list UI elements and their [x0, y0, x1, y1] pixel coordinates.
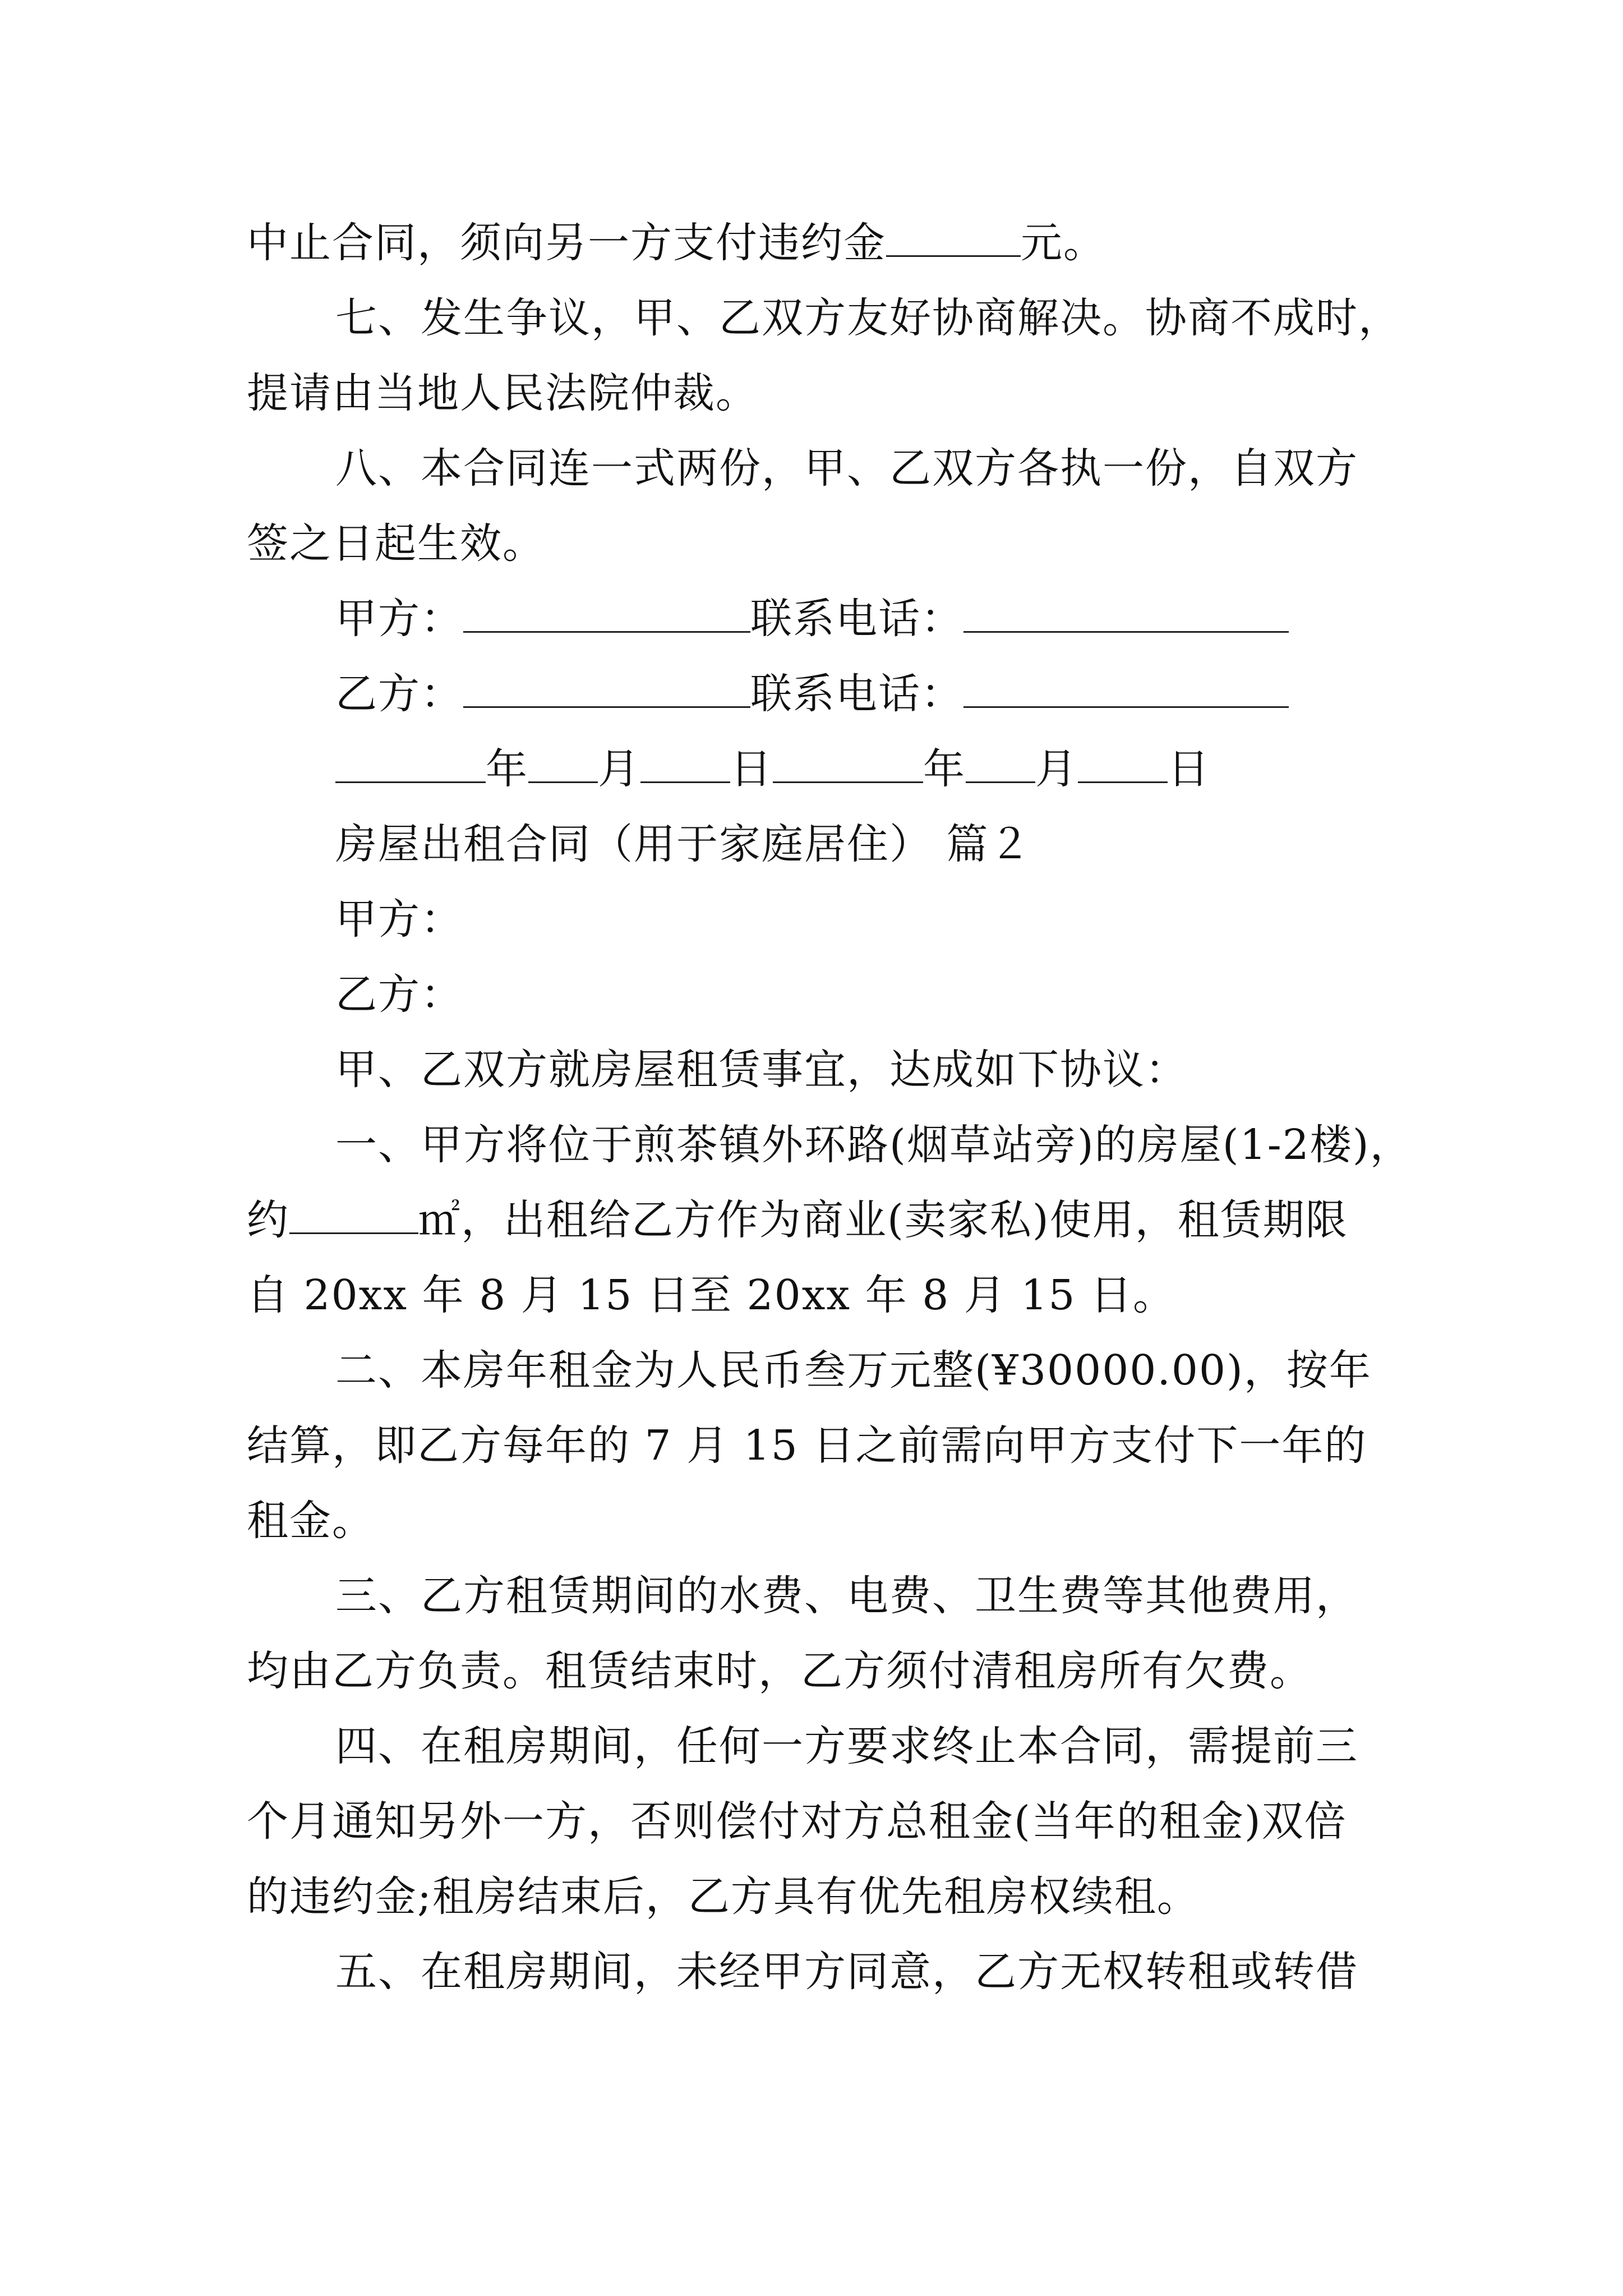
fill-blank — [963, 595, 1289, 633]
fill-blank — [640, 746, 730, 783]
fill-blank — [335, 746, 486, 783]
line-text: 联系电话： — [750, 670, 963, 718]
line-text: 甲方： — [335, 595, 463, 643]
text-line: 结算，即乙方每年的 7 月 15 日之前需向甲方支付下一年的 — [247, 1421, 1367, 1470]
text-line: 自 20xx 年 8 月 15 日至 20xx 年 8 月 15 日。 — [247, 1271, 1176, 1319]
text-line: 签之日起生效。 — [247, 519, 545, 568]
text-line: 四、在租房期间，任何一方要求终止本合同，需提前三 — [335, 1722, 1358, 1770]
text-line: 二、本房年租金为人民币叁万元整(¥30000.00)，按年 — [335, 1346, 1372, 1395]
signature-line — [335, 663, 1289, 725]
line-text: 月 — [1035, 745, 1078, 793]
fill-blank — [1078, 746, 1168, 783]
text-line: 租金。 — [247, 1497, 375, 1545]
text-line — [247, 212, 1106, 274]
fill-blank — [966, 746, 1035, 783]
fill-blank — [963, 670, 1289, 708]
fill-blank — [289, 1197, 418, 1234]
section-heading: 房屋出租合同（用于家庭居住） 篇２ — [335, 820, 1032, 868]
text-line: 八、本合同连一式两份，甲、乙双方各执一份，自双方 — [335, 444, 1358, 493]
text-line: 三、乙方租赁期间的水费、电费、卫生费等其他费用， — [335, 1572, 1358, 1620]
text-line: 一、甲方将位于煎茶镇外环路(烟草站旁)的房屋(1-2楼)， — [335, 1121, 1413, 1169]
text-line: 五、在租房期间，未经甲方同意，乙方无权转租或转借 — [335, 1948, 1358, 1996]
line-text: 日 — [1168, 745, 1210, 793]
fill-blank — [886, 219, 1021, 257]
text-line: 个月通知另外一方，否则偿付对方总租金(当年的租金)双倍 — [247, 1797, 1347, 1846]
signature-line — [335, 588, 1289, 650]
text-line: 乙方： — [335, 970, 463, 1019]
fill-blank — [773, 746, 923, 783]
line-text: 元。 — [1021, 219, 1106, 267]
line-text: 约 — [247, 1196, 289, 1244]
fill-blank — [463, 670, 750, 708]
text-line: 提请由当地人民法院仲裁。 — [247, 369, 758, 417]
text-line: 七、发生争议，甲、乙双方友好协商解决。协商不成时， — [335, 294, 1401, 342]
line-text: 乙方： — [335, 670, 463, 718]
line-text: 中止合同，须向另一方支付违约金 — [247, 219, 886, 267]
text-line: 甲、乙双方就房屋租赁事宜，达成如下协议： — [335, 1046, 1188, 1094]
text-line: 的违约金;租房结束后，乙方具有优先租房权续租。 — [247, 1872, 1200, 1921]
text-line — [247, 1189, 1348, 1251]
text-line: 均由乙方负责。租赁结束时，乙方须付清租房所有欠费。 — [247, 1647, 1312, 1695]
text-line: 甲方： — [335, 895, 463, 944]
line-text: 月 — [598, 745, 640, 793]
fill-blank — [528, 746, 598, 783]
line-text: 联系电话： — [750, 595, 963, 643]
line-text: 日 — [730, 745, 773, 793]
line-text: 年 — [923, 745, 966, 793]
date-line — [335, 738, 1210, 800]
line-text: 年 — [486, 745, 528, 793]
fill-blank — [463, 595, 750, 633]
line-text: ㎡，出租给乙方作为商业(卖家私)使用，租赁期限 — [418, 1196, 1348, 1244]
